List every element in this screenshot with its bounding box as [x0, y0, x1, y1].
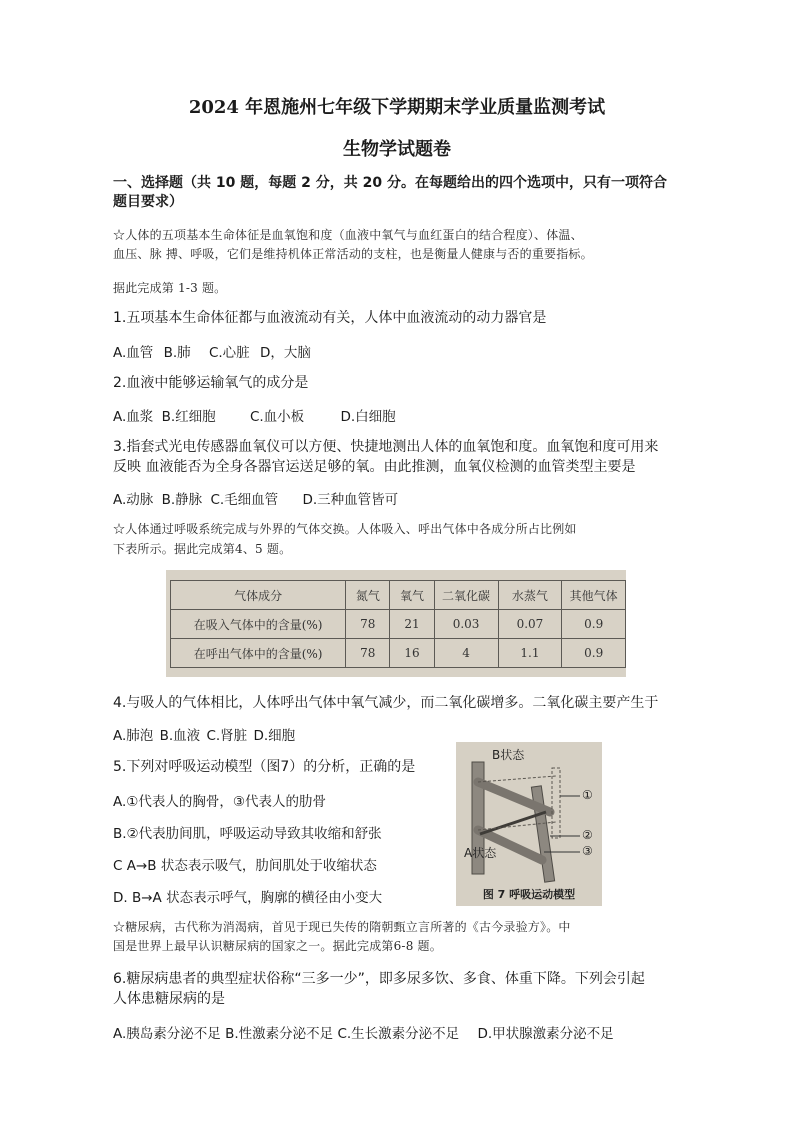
- table-cell: 0.9: [562, 639, 626, 668]
- figure-caption: 图 7 呼吸运动模型: [482, 888, 576, 901]
- q6-options: [113, 1022, 614, 1042]
- figure-7-breathing-model: [456, 742, 602, 906]
- q3-option-a: A.动脉: [113, 492, 154, 508]
- table-cell: 在吸入气体中的含量(%): [171, 610, 346, 639]
- table-row: [171, 610, 626, 639]
- q6-option-b: B.性激素分泌不足: [225, 1026, 334, 1042]
- q5-option-b: B.②代表肋间肌，呼吸运动导致其收缩和舒张: [113, 826, 382, 842]
- section-heading-line2: 题目要求）: [113, 194, 183, 210]
- table-cell: 在呼出气体中的含量(%): [171, 639, 346, 668]
- q4-option-b: B.血液: [159, 728, 201, 744]
- intro1-line3: 据此完成第 1-3 题。: [113, 281, 227, 295]
- q3-stem-line1: 3.指套式光电传感器血氧仪可以方便、快捷地测出人体的血氧饱和度。血氧饱和度可用来: [113, 439, 659, 455]
- table-row: [171, 639, 626, 668]
- section-heading-line1: 一、选择题（共 10 题，每题 2 分，共 20 分。在每题给出的四个选项中，只有一项符合: [113, 175, 667, 191]
- gas-composition-table: [170, 580, 626, 668]
- table-cell: 78: [346, 610, 390, 639]
- b-state-outline: [552, 768, 560, 838]
- q3-option-d: D.三种血管皆可: [302, 492, 399, 508]
- table-header-cell: 氧气: [390, 581, 434, 610]
- table-cell: 16: [390, 639, 434, 668]
- table-cell: 4: [434, 639, 498, 668]
- table-header-cell: 其他气体: [562, 581, 626, 610]
- table-cell: 0.03: [434, 610, 498, 639]
- a-state-label: A状态: [464, 846, 497, 860]
- q1-option-d: D，大脑: [259, 345, 311, 361]
- table-cell: 0.07: [498, 610, 562, 639]
- q6-stem-line1: 6.糖尿病患者的典型症状俗称“三多一少”，即多尿多饮、多食、体重下降。下列会引起: [113, 971, 645, 987]
- intro2-line1: ☆人体通过呼吸系统完成与外界的气体交换。人体吸入、呼出气体中各成分所占比例如: [113, 522, 577, 536]
- table-cell: 1.1: [498, 639, 562, 668]
- q1-option-c: C.心脏: [208, 345, 250, 361]
- q5-option-c: C A→B 状态表示吸气，肋间肌处于收缩状态: [113, 858, 377, 874]
- q2-option-d: D.白细胞: [340, 409, 396, 425]
- q4-stem: 4.与吸人的气体相比，人体呼出气体中氧气减少，而二氧化碳增多。二氧化碳主要产生于: [113, 695, 659, 711]
- intro1-line2: 血压、脉 搏、呼吸，它们是维持机体正常活动的支柱，也是衡量人健康与否的重要指标。: [113, 247, 593, 261]
- q5-option-d: D. B→A 状态表示呼气，胸廓的横径由小变大: [113, 890, 383, 906]
- q2-options: [113, 405, 396, 425]
- q2-option-b: B.红细胞: [161, 409, 216, 425]
- breathing-model-diagram: [456, 742, 602, 906]
- b-state-label: B状态: [492, 748, 525, 762]
- q4-option-a: A.肺泡: [113, 728, 154, 744]
- gas-table-photo: [166, 570, 626, 677]
- label-1: ①: [582, 788, 593, 802]
- q3-option-b: B.静脉: [161, 492, 203, 508]
- q3-option-c: C.毛细血管: [210, 492, 279, 508]
- exam-title: 2024 年恩施州七年级下学期期末学业质量监测考试: [188, 97, 606, 118]
- q5-option-a: A.①代表人的胸骨，③代表人的肋骨: [113, 794, 326, 810]
- table-header-row: [171, 581, 626, 610]
- table-header-cell: 水蒸气: [498, 581, 562, 610]
- q6-option-d: D.甲状腺激素分泌不足: [477, 1026, 614, 1042]
- q2-stem: 2.血液中能够运输氧气的成分是: [113, 375, 309, 391]
- q2-option-a: A.血浆: [113, 409, 154, 425]
- q3-options: [113, 488, 398, 508]
- q1-option-b: B.肺: [163, 345, 191, 361]
- q1-option-a: A.血管: [113, 345, 154, 361]
- q3-stem-line2: 反映 血液能否为全身各器官运送足够的氧。由此推测，血氧仪检测的血管类型主要是: [113, 459, 636, 475]
- table-header-cell: 二氧化碳: [434, 581, 498, 610]
- q6-option-c: C.生长激素分泌不足: [337, 1026, 460, 1042]
- q6-stem-line2: 人体患糖尿病的是: [113, 991, 225, 1007]
- table-header-cell: 氮气: [346, 581, 390, 610]
- exam-subtitle: 生物学试题卷: [343, 139, 451, 160]
- q1-options: [113, 341, 311, 361]
- q4-option-c: C.肾脏: [206, 728, 248, 744]
- intro2-line2: 下表所示。据此完成第4、5 题。: [113, 542, 292, 556]
- table-header-cell: 气体成分: [171, 581, 346, 610]
- label-2: ②: [582, 828, 593, 842]
- intro3-line1: ☆糖尿病，古代称为消渴病，首见于现已失传的隋朝甄立言所著的《古今录验方》。中: [113, 920, 571, 934]
- table-cell: 78: [346, 639, 390, 668]
- q6-option-a: A.胰岛素分泌不足: [113, 1026, 221, 1042]
- q2-option-c: C.血小板: [249, 409, 305, 425]
- q4-option-d: D.细胞: [253, 728, 296, 744]
- q5-stem: 5.下列对呼吸运动模型（图7）的分析，正确的是: [113, 759, 416, 775]
- b-state-outline: [478, 776, 556, 782]
- sternum-bar: [531, 786, 554, 882]
- label-3: ③: [582, 844, 593, 858]
- intro1-line1: ☆人体的五项基本生命体征是血氧饱和度（血液中氧气与血红蛋白的结合程度）、体温、: [113, 228, 583, 242]
- q1-stem: 1.五项基本生命体征都与血液流动有关，人体中血液流动的动力器官是: [113, 310, 547, 326]
- intro3-line2: 国是世界上最早认识糖尿病的国家之一。据此完成第6-8 题。: [113, 939, 442, 953]
- q4-options: [113, 724, 295, 744]
- table-cell: 0.9: [562, 610, 626, 639]
- table-cell: 21: [390, 610, 434, 639]
